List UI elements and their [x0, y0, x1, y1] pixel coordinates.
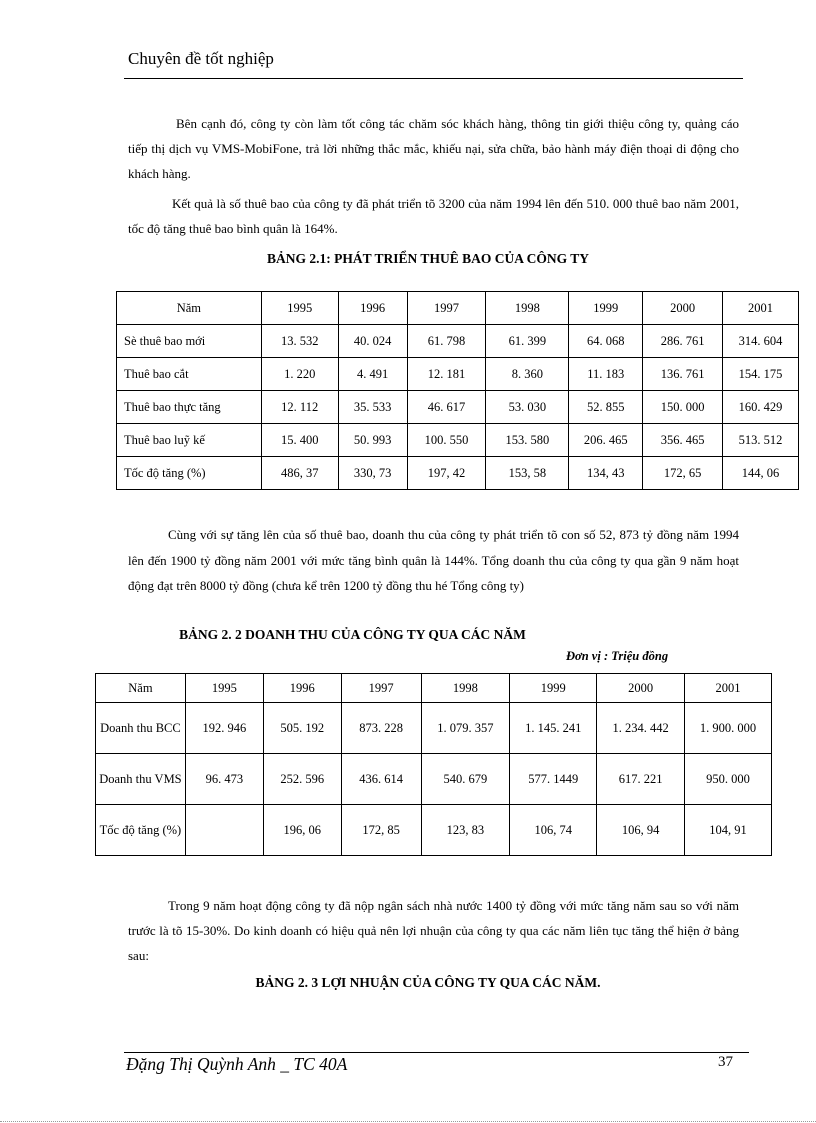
table-cell: 106, 94 — [597, 805, 685, 856]
table-row — [96, 754, 772, 805]
table-cell: 286. 761 — [643, 325, 723, 358]
table-cell: 4. 491 — [338, 358, 407, 391]
table-cell: 505. 192 — [263, 703, 341, 754]
table-cell: 197, 42 — [407, 457, 486, 490]
header-cell: 1996 — [263, 674, 341, 703]
row-label: Doanh thu BCC — [96, 703, 186, 754]
table-cell: 53. 030 — [486, 391, 569, 424]
paragraph-revenue-growth: Cùng với sự tăng lên của số thuê bao, doanh thu của công ty phát triển tõ con số 52, 873 tỷ đồng năm 1994 lên đến 1900 tỷ đồng năm 2001 với mức tăng bình quân là 144%. Tổng doanh thu của công ty qua gần 9 năm hoạt động đạt trên 8000 tỷ đồng (chưa kể trên 1200 tỷ đồng thu hé Tổng công ty) — [128, 527, 739, 593]
table3-caption: BẢNG 2. 3 LỢI NHUẬN CỦA CÔNG TY QUA CÁC NĂM. — [255, 975, 601, 990]
table-cell: 96. 473 — [185, 754, 263, 805]
header-title: Chuyên đề tốt nghiệp — [128, 49, 274, 68]
row-label: Doanh thu VMS — [96, 754, 186, 805]
table-cell: 252. 596 — [263, 754, 341, 805]
header-cell: 1997 — [407, 292, 486, 325]
row-label: Thuê bao cắt — [117, 358, 262, 391]
header-cell: 2000 — [597, 674, 685, 703]
table-cell: 8. 360 — [486, 358, 569, 391]
table-cell: 617. 221 — [597, 754, 685, 805]
table-cell: 172, 65 — [643, 457, 723, 490]
header-cell: 2001 — [723, 292, 799, 325]
table-header-row — [117, 292, 799, 325]
revenue-table — [95, 673, 772, 856]
table-cell: 196, 06 — [263, 805, 341, 856]
table-cell: 330, 73 — [338, 457, 407, 490]
table-cell: 577. 1449 — [510, 754, 597, 805]
table-cell: 12. 181 — [407, 358, 486, 391]
table-cell: 136. 761 — [643, 358, 723, 391]
table-cell: 1. 234. 442 — [597, 703, 685, 754]
subscriber-table — [116, 291, 799, 490]
row-label: Thuê bao thực tăng — [117, 391, 262, 424]
table-cell: 123, 83 — [421, 805, 510, 856]
table2-caption: BẢNG 2. 2 DOANH THU CỦA CÔNG TY QUA CÁC NĂM — [179, 627, 526, 642]
table-cell: 486, 37 — [261, 457, 338, 490]
header-cell: 2001 — [685, 674, 772, 703]
table-row — [96, 805, 772, 856]
header-cell: Năm — [96, 674, 186, 703]
table-cell: 40. 024 — [338, 325, 407, 358]
table-cell: 13. 532 — [261, 325, 338, 358]
table-header-row — [96, 674, 772, 703]
header-cell: 1998 — [486, 292, 569, 325]
table-cell: 356. 465 — [643, 424, 723, 457]
table-cell: 52. 855 — [569, 391, 643, 424]
header-cell: 2000 — [643, 292, 723, 325]
table-cell: 1. 145. 241 — [510, 703, 597, 754]
table-cell: 12. 112 — [261, 391, 338, 424]
table-cell: 106, 74 — [510, 805, 597, 856]
table-cell: 192. 946 — [185, 703, 263, 754]
table-cell: 154. 175 — [723, 358, 799, 391]
table-cell: 172, 85 — [341, 805, 421, 856]
table-cell: 104, 91 — [685, 805, 772, 856]
table-row — [96, 703, 772, 754]
header-cell: 1998 — [421, 674, 510, 703]
table-cell: 1. 900. 000 — [685, 703, 772, 754]
page-edge-divider — [0, 1121, 816, 1122]
paragraph-customer-care: Bên cạnh đó, công ty còn làm tốt công tác chăm sóc khách hàng, thông tin giới thiệu công ty, quảng cáo tiếp thị dịch vụ VMS-MobiFone, trả lời những thắc mắc, khiếu nại, sửa chữa, bảo hành máy điện thoại di động cho khách hàng. — [128, 116, 739, 181]
page-number: 37 — [718, 1054, 733, 1070]
header-cell: Năm — [117, 292, 262, 325]
table-cell: 513. 512 — [723, 424, 799, 457]
header-cell: 1999 — [510, 674, 597, 703]
table-row — [117, 424, 799, 457]
table-cell: 314. 604 — [723, 325, 799, 358]
header-cell: 1995 — [185, 674, 263, 703]
table-cell: 50. 993 — [338, 424, 407, 457]
unit-label: Đơn vị : Triệu đồng — [566, 649, 669, 663]
table-cell: 206. 465 — [569, 424, 643, 457]
header-cell: 1996 — [338, 292, 407, 325]
table-cell: 436. 614 — [341, 754, 421, 805]
table-cell: 15. 400 — [261, 424, 338, 457]
footer-rule — [124, 1052, 749, 1053]
header-cell: 1999 — [569, 292, 643, 325]
table-cell: 873. 228 — [341, 703, 421, 754]
table1-caption: BẢNG 2.1: PHÁT TRIỂN THUÊ BAO CỦA CÔNG TY — [267, 251, 589, 266]
table-cell: 153, 58 — [486, 457, 569, 490]
header-rule — [124, 78, 743, 79]
table-row — [117, 391, 799, 424]
footer-author: Đặng Thị Quỳnh Anh _ TC 40A — [126, 1054, 348, 1074]
table-cell: 61. 399 — [486, 325, 569, 358]
header-cell: 1997 — [341, 674, 421, 703]
table-row — [117, 457, 799, 490]
paragraph-profit: Trong 9 năm hoạt động công ty đã nộp ngân sách nhà nước 1400 tỷ đồng với mức tăng năm sau so với năm trước là tõ 15-30%. Do kinh doanh có hiệu quả nên lợi nhuận của công ty qua các năm liên tục tăng thể hiện ở bảng sau: — [128, 898, 739, 963]
table-cell: 540. 679 — [421, 754, 510, 805]
table-cell: 61. 798 — [407, 325, 486, 358]
table-cell: 46. 617 — [407, 391, 486, 424]
table-cell: 950. 000 — [685, 754, 772, 805]
table-cell: 35. 533 — [338, 391, 407, 424]
table-cell: 1. 079. 357 — [421, 703, 510, 754]
row-label: Sè thuê bao mới — [117, 325, 262, 358]
row-label: Tốc độ tăng (%) — [117, 457, 262, 490]
row-label: Thuê bao luỹ kế — [117, 424, 262, 457]
table-row — [117, 325, 799, 358]
table-cell: 134, 43 — [569, 457, 643, 490]
table-cell: 150. 000 — [643, 391, 723, 424]
table-cell: 144, 06 — [723, 457, 799, 490]
table-cell: 153. 580 — [486, 424, 569, 457]
row-label: Tốc độ tăng (%) — [96, 805, 186, 856]
table-cell: 100. 550 — [407, 424, 486, 457]
paragraph-subscriber-growth: Kết quả là số thuê bao của công ty đã phát triển tõ 3200 của năm 1994 lên đến 510. 000 thuê bao năm 2001, tốc độ tăng thuê bao bình quân là 164%. — [128, 196, 739, 236]
table-cell: 160. 429 — [723, 391, 799, 424]
table-cell: 11. 183 — [569, 358, 643, 391]
header-cell: 1995 — [261, 292, 338, 325]
table-cell — [185, 805, 263, 856]
table-row — [117, 358, 799, 391]
table-cell: 64. 068 — [569, 325, 643, 358]
table-cell: 1. 220 — [261, 358, 338, 391]
